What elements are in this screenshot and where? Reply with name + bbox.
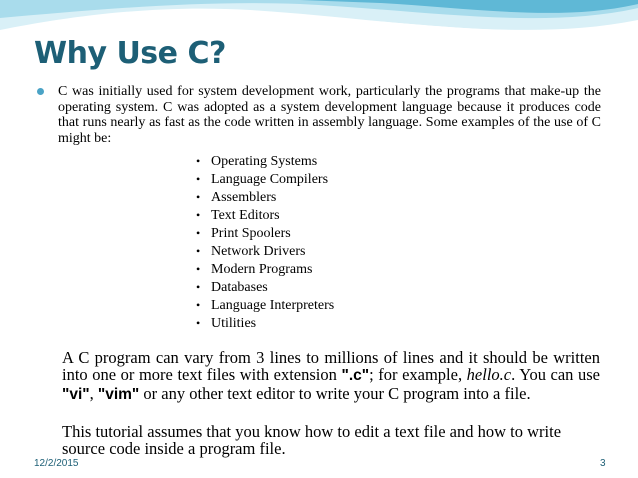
editor-vi: "vi" [62, 385, 90, 403]
list-item: • Print Spoolers [196, 226, 291, 241]
list-item: • Operating Systems [196, 154, 318, 169]
page-number: 3 [600, 458, 606, 469]
list-item: • Assemblers [196, 190, 277, 205]
list-item: • Language Compilers [196, 172, 329, 187]
bullet-icon [37, 88, 44, 95]
bullet-icon: • [196, 316, 201, 330]
examples-list [196, 152, 334, 332]
bullet-icon: • [196, 244, 201, 258]
bullet-icon: • [196, 280, 201, 294]
list-item: • Utilities [196, 316, 257, 331]
slide-title: Why Use C? [34, 36, 226, 71]
bullet-icon: • [196, 154, 201, 168]
list-item: • Databases [196, 280, 268, 295]
list-item: • Text Editors [196, 208, 280, 223]
footer-date: 12/2/2015 [34, 458, 79, 469]
bullet-icon: • [196, 208, 201, 222]
bullet-icon: • [196, 262, 201, 276]
bullet-icon: • [196, 172, 201, 186]
bullet-icon: • [196, 190, 201, 204]
list-item: • Language Interpreters [196, 298, 335, 313]
bullet-icon: • [196, 298, 201, 312]
file-extension: ".c" [341, 367, 370, 384]
tutorial-assumption-paragraph: This tutorial assumes that you know how to edit a text file and how to write source code inside a program file. [62, 421, 562, 458]
program-size-paragraph: A C program can vary from 3 lines to millions of lines and it should be written into one or more text files with extension ".c"; for example, hello.c. You can use "vi", "vim" or any other text editor to write your C program into a file. [62, 347, 601, 403]
list-item: • Modern Programs [196, 262, 313, 277]
example-filename: hello.c [466, 365, 512, 384]
editor-vim: "vim" [97, 385, 140, 403]
list-item: • Network Drivers [196, 244, 306, 259]
intro-paragraph: C was initially used for system development work, particularly the programs that make-up the operating system. C was adopted as a system development language because it produces code that runs nearly as fast as the code written in assembly language. Some examples of the use of C might be: [58, 84, 601, 146]
bullet-icon: • [196, 226, 201, 240]
